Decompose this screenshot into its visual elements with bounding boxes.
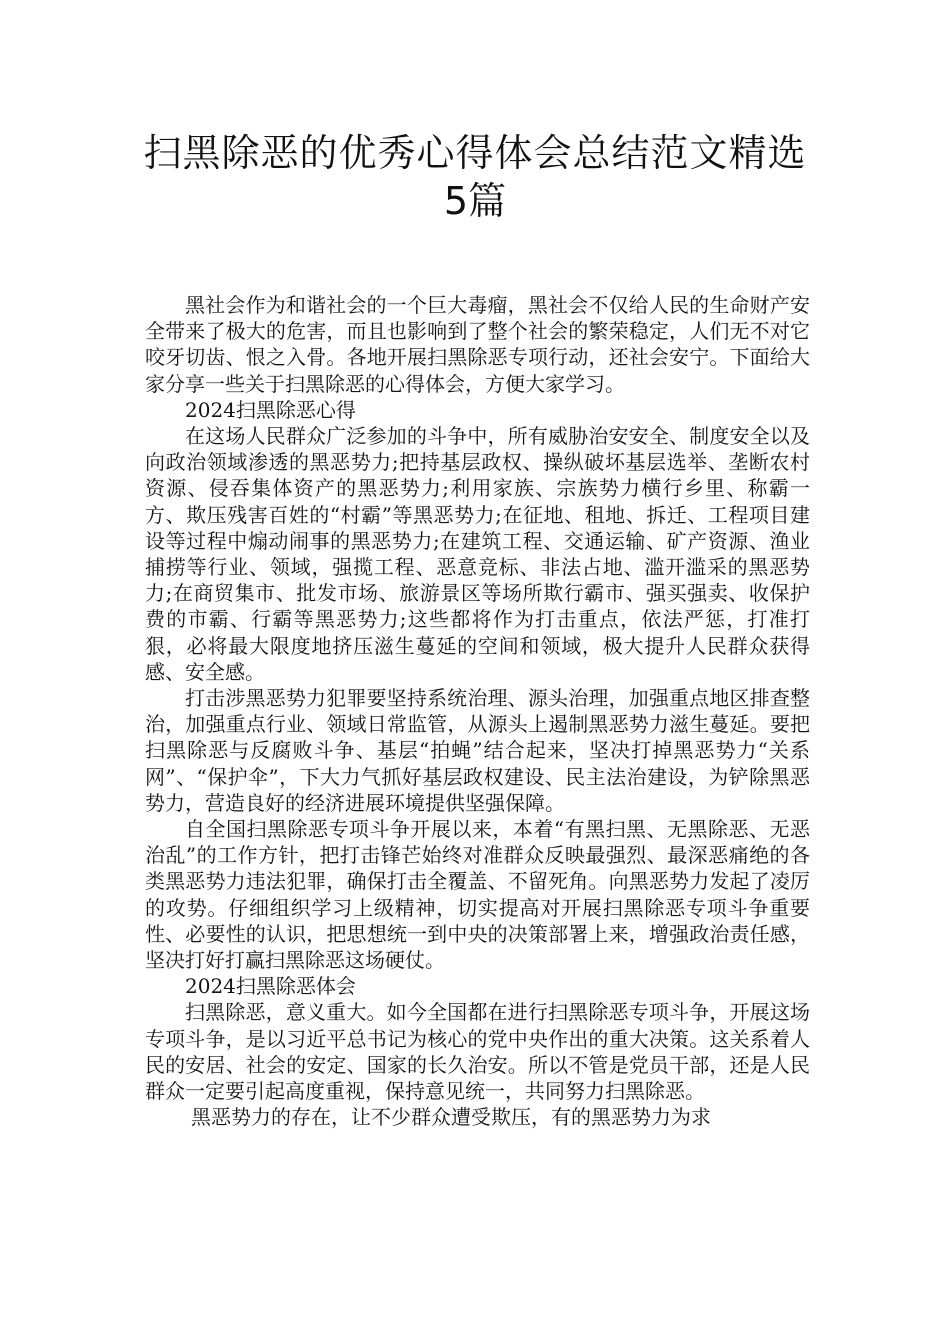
body-paragraph: 扫黑除恶，意义重大。如今全国都在进行扫黑除恶专项斗争，开展这场专项斗争，是以习近平总书记为核心的党中央作出的重大决策。这关系着人民的安居、社会的安定、国家的长久治安。所以不管是党员干部，还是人民群众一定要引起高度重视，保持意见统一，共同努力扫黑除恶。: [145, 1000, 810, 1104]
document-body: [145, 292, 810, 1131]
body-paragraph-truncated: 黑恶势力的存在，让不少群众遭受欺压，有的黑恶势力为求: [191, 1105, 711, 1130]
intro-paragraph: 黑社会作为和谐社会的一个巨大毒瘤，黑社会不仅给人民的生命财产安全带来了极大的危害，而且也影响到了整个社会的繁荣稳定，人们无不对它咬牙切齿、恨之入骨。各地开展扫黑除恶专项行动，还社会安宁。下面给大家分享一些关于扫黑除恶的心得体会，方便大家学习。: [145, 293, 810, 396]
document-title-line-1: 扫黑除恶的优秀心得体会总结范文精选: [143, 131, 807, 175]
section-heading-tihui: 2024扫黑除恶体会: [185, 974, 356, 999]
document-title-line-2: 5篇: [443, 179, 507, 223]
body-paragraph: 打击涉黑恶势力犯罪要坚持系统治理、源头治理，加强重点地区排查整治，加强重点行业、领域日常监管，从源头上遏制黑恶势力滋生蔓延。要把扫黑除恶与反腐败斗争、基层“拍蝇”结合起来，坚决打掉黑恶势力“关系网”、“保护伞”，下大力气抓好基层政权建设、民主法治建设，为铲除黑恶势力，营造良好的经济进展环境提供坚强保障。: [145, 686, 810, 815]
body-paragraph: 自全国扫黑除恶专项斗争开展以来，本着“有黑扫黑、无黑除恶、无恶治乱”的工作方针，把打击锋芒始终对准群众反映最强烈、最深恶痛绝的各类黑恶势力违法犯罪，确保打击全覆盖、不留死角。向黑恶势力发起了凌厉的攻势。仔细组织学习上级精神，切实提高对开展扫黑除恶专项斗争重要性、必要性的认识，把思想统一到中央的决策部署上来，增强政治责任感，坚决打好打赢扫黑除恶这场硬仗。: [145, 817, 810, 973]
section-heading-xinde: 2024扫黑除恶心得: [185, 397, 356, 422]
body-paragraph: 在这场人民群众广泛参加的斗争中，所有威胁治安安全、制度安全以及向政治领域渗透的黑恶势力;把持基层政权、操纵破坏基层选举、垄断农村资源、侵吞集体资产的黑恶势力;利用家族、宗族势力横行乡里、称霸一方、欺压残害百姓的“村霸”等黑恶势力;在征地、租地、拆迁、工程项目建设等过程中煽动闹事的黑恶势力;在建筑工程、交通运输、矿产资源、渔业捕捞等行业、领域，强揽工程、恶意竞标、非法占地、滥开滥采的黑恶势力;在商贸集市、批发市场、旅游景区等场所欺行霸市、强买强卖、收保护费的市霸、行霸等黑恶势力;这些都将作为打击重点，依法严惩，打准打狠，必将最大限度地挤压滋生蔓延的空间和领域，极大提升人民群众获得感、安全感。: [145, 424, 810, 684]
